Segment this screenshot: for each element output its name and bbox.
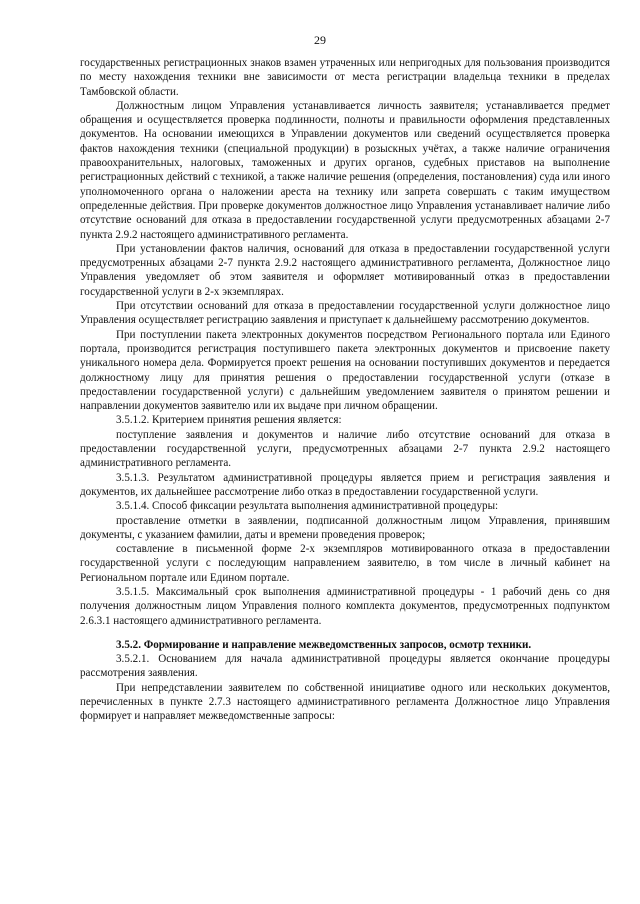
paragraph: Должностным лицом Управления устанавливается личность заявителя; устанавливается предмет обращения и осуществляется проверка подлинности, полноты и правильности оформления представленных документов. На основании имеющихся в Управлении документов или сведений осуществляется проверка фактов нахождения техники (специальной продукции) в розыскных учётах, а также наличие ограничения правоохранительных, налоговых, таможенных и других органов, судебных приставов на выполнение регистрационных действий с техникой, а также наличие решения (определения, постановления) суда или иного уполномоченного органа о наложении ареста на технику или запрета совершать с таким имуществом определенные действия. При проверке документов должностное лицо Управления устанавливает наличие либо отсутствие оснований для отказа в предоставлении государственной услуги предусмотренных абзацами 2-7 пункта 2.9.2 настоящего административного регламента. [80,99,610,241]
section-heading: 3.5.2. Формирование и направление межведомственных запросов, осмотр техники. [116,638,532,651]
paragraph: 3.5.1.4. Способ фиксации результата выполнения административной процедуры: [116,500,499,513]
paragraph: 3.5.1.3. Результатом административной процедуры является прием и регистрация заявления и документов, их дальнейшее рассмотрение либо отказ в предоставлении государственной услуги. [80,471,610,498]
paragraph: 3.5.1.5. Максимальный срок выполнения административной процедуры - 1 рабочий день со дня получения должностным лицом Управления полного комплекта документов, предусмотренных подпунктом 2.6.3.1 настоящего административного регламента. [80,585,610,627]
paragraph: поступление заявления и документов и наличие либо отсутствие оснований для отказа в предоставлении государственной услуги, предусмотренных абзацами 2-7 пункта 2.9.2 настоящего административного регламента. [80,428,610,470]
paragraph: При непредставлении заявителем по собственной инициативе одного или нескольких документов, перечисленных в пункте 2.7.3 настоящего административного регламента Должностное лицо Управления формирует и направляет межведомственные запросы: [80,681,610,723]
paragraph: При отсутствии оснований для отказа в предоставлении государственной услуги должностное лицо Управления осуществляет регистрацию заявления и приступает к дальнейшему рассмотрению документов. [80,300,610,327]
document-body [80,56,610,724]
paragraph: проставление отметки в заявлении, подписанной должностным лицом Управления, принявшим документы, с указанием фамилии, даты и времени проведения проверок; [80,514,610,541]
paragraph: При поступлении пакета электронных документов посредством Регионального портала или Единого портала, производится регистрация поступившего пакета электронных документов и присвоение пакету уникального номера дела. Формируется проект решения на основании поступивших документов и передается должностному лицу для принятия решения о предоставлении государственной услуги (отказе в предоставлении государственной услуги) с дальнейшим уведомлением заявителя о принятом решении и направлении документов заявителю или их выдаче при личном обращении. [80,328,610,413]
paragraph: При установлении фактов наличия, оснований для отказа в предоставлении государственной услуги предусмотренных абзацами 2-7 пункта 2.9.2 настоящего административного регламента, Должностное лицо Управления уведомляет об этом заявителя и оформляет мотивированный отказ в предоставлении государственной услуги в 2-х экземплярах. [80,242,610,298]
paragraph: государственных регистрационных знаков взамен утраченных или непригодных для пользования производится по месту нахождения техники вне зависимости от места регистрации владельца техники в пределах Тамбовской области. [80,57,610,98]
paragraph: 3.5.2.1. Основанием для начала административной процедуры является окончание процедуры рассмотрения заявления. [80,653,610,680]
page-number: 29 [314,33,326,47]
paragraph: 3.5.1.2. Критерием принятия решения является: [116,414,342,427]
paragraph: составление в письменной форме 2-х экземпляров мотивированного отказа в предоставлении государственной услуги с последующим направлением заявителю, в том числе в личный кабинет на Региональном портале или Едином портале. [80,543,610,584]
